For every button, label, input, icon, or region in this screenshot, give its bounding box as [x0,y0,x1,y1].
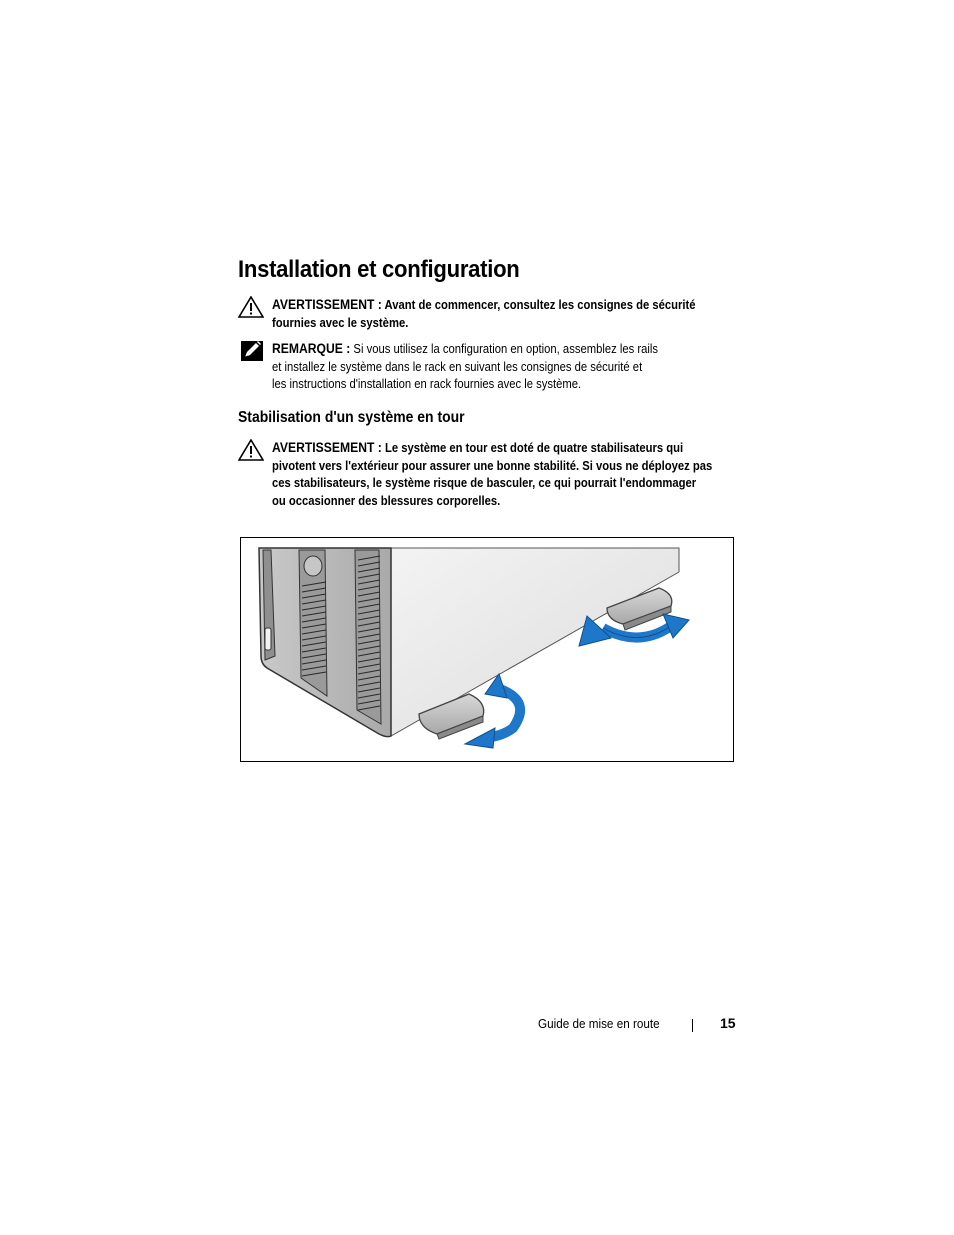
pencil-note-icon [240,340,266,362]
warning-text: Avant de commencer, consultez les consignes de sécurité [384,298,696,312]
note-text: Si vous utilisez la configuration en option, assemblez les rails [353,342,658,356]
warning-triangle-icon [238,296,264,318]
warning-text: ces stabilisateurs, le système risque de basculer, ce qui pourrait l'endommager [272,476,697,490]
page-number: 15 [720,1015,736,1031]
tower-stabilizer-illustration [240,537,734,762]
note-text: les instructions d'installation en rack fournies avec le système. [272,377,582,391]
section-heading: Stabilisation d'un système en tour [238,409,465,426]
warning-text: Le système en tour est doté de quatre stabilisateurs qui [384,441,684,455]
note-label: REMARQUE : [272,341,351,356]
page-title: Installation et configuration [238,256,520,283]
warning-notice [238,439,738,511]
note-text: et installez le système dans le rack en suivant les consignes de sécurité et [272,359,643,374]
warning-label: AVERTISSEMENT : [272,440,382,455]
note-notice [238,340,738,394]
warning-notice [238,296,738,332]
tower-illustration-svg [241,538,733,761]
footer-guide-title: Guide de mise en route [538,1016,660,1031]
warning-text: pivotent vers l'extérieur pour assurer une bonne stabilité. Si vous ne déployez pas [272,458,713,473]
warning-triangle-icon [238,439,264,461]
warning-label: AVERTISSEMENT : [272,297,382,312]
warning-text: fournies avec le système. [272,315,409,330]
footer-separator [692,1019,693,1032]
warning-text: ou occasionner des blessures corporelles. [272,493,501,508]
